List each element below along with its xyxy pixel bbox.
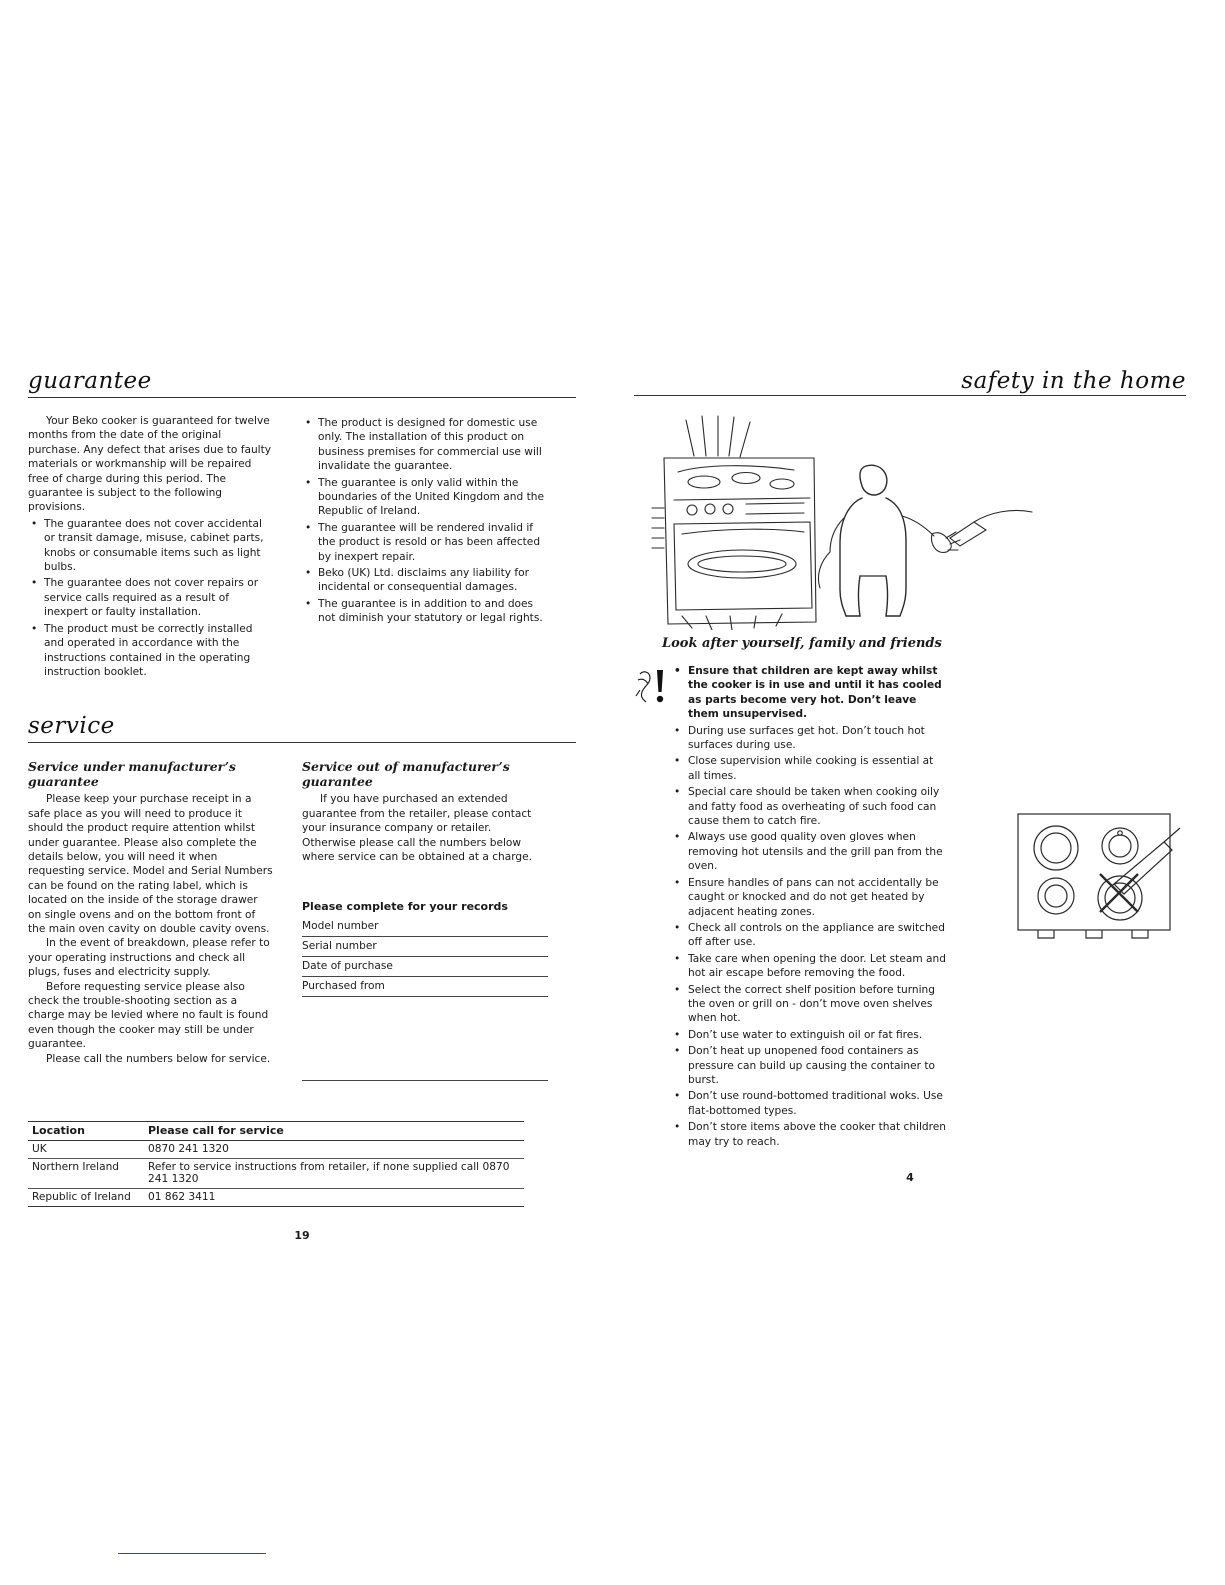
service-heading-rule — [28, 742, 576, 743]
bottom-rule — [118, 1553, 266, 1554]
page-number-left: 19 — [294, 1229, 310, 1243]
service-under-paragraph-3: Before requesting service please also check the trouble-shooting section as a charge may be levied where no fault is found even though the cooker may still be under guarantee. — [28, 980, 269, 1051]
service-out-paragraph-1: If you have purchased an extended guarantee from the retailer, please contact your insurance company or retailer. Otherwise please call the numbers below where service can be obtained at a charge. — [302, 793, 533, 863]
table-cell-location: Republic of Ireland — [28, 1189, 144, 1207]
warning-exclamation-icon — [634, 666, 668, 706]
guarantee-heading-rule — [28, 397, 576, 398]
record-field-purchased-from[interactable]: Purchased from — [302, 977, 548, 997]
list-item: • During use surfaces get hot. Don’t touch hot surfaces during use. — [674, 724, 949, 753]
list-item: • Don’t use round-bottomed traditional woks. Use flat-bottomed types. — [674, 1089, 949, 1118]
guarantee-bullets-left — [28, 517, 274, 679]
illustration-caption: Look after yourself, family and friends — [662, 636, 942, 651]
table-cell-location: UK — [28, 1141, 144, 1159]
hob-with-pan-handle-illustration — [1014, 808, 1186, 946]
list-item: • Close supervision while cooking is essential at all times. — [674, 754, 949, 783]
safety-bullets — [634, 664, 949, 1149]
service-contact-table — [28, 1121, 524, 1207]
list-item: • Don’t use water to extinguish oil or fat fires. — [674, 1028, 949, 1042]
service-out-of-guarantee-heading: Service out of manufacturer’s guarantee — [302, 759, 510, 790]
record-field-serial-number[interactable]: Serial number — [302, 937, 548, 957]
table-cell-number: Refer to service instructions from retailer, if none supplied call 0870 241 1320 — [144, 1159, 524, 1189]
list-item: • The guarantee does not cover accidental or transit damage, misuse, cabinet parts, knobs or consumable items such as light bulbs. — [28, 517, 274, 575]
record-field-date-of-purchase[interactable]: Date of purchase — [302, 957, 548, 977]
service-under-paragraph-2: In the event of breakdown, please refer to your operating instructions and check all plugs, fuses and electricity supply. — [28, 937, 270, 979]
guarantee-column-2 — [302, 414, 548, 679]
service-column-2 — [302, 759, 548, 1081]
service-heading: service — [28, 713, 115, 740]
record-field-blank[interactable] — [302, 1059, 548, 1081]
service-column-1 — [28, 759, 274, 1081]
table-cell-number: 01 862 3411 — [144, 1189, 524, 1207]
service-heading-block — [28, 713, 576, 743]
list-item: • The guarantee does not cover repairs or service calls required as a result of inexpert or faulty installation. — [28, 576, 274, 619]
list-item: • The guarantee is in addition to and does not diminish your statutory or legal rights. — [302, 597, 548, 626]
service-columns — [28, 759, 576, 1081]
list-item: • Ensure handles of pans can not accidentally be caught or knocked and do not get heated by adjacent heating zones. — [674, 876, 949, 919]
guarantee-heading: guarantee — [28, 368, 152, 394]
guarantee-intro: Your Beko cooker is guaranteed for twelve months from the date of the original purchase. Any defect that arises due to faulty materials or workmanship will be repaired free of charge during this period. The guarantee is subject to the following provisions. — [28, 415, 272, 514]
right-page — [634, 368, 1186, 1184]
list-item: • Always use good quality oven gloves when removing hot utensils and the grill pan from the oven. — [674, 830, 949, 873]
service-under-guarantee-heading: Service under manufacturer’s guarantee — [28, 759, 236, 790]
list-item: • Ensure that children are kept away whilst the cooker is in use and until it has cooled as parts become very hot. Don’t leave them unsupervised. — [674, 664, 949, 722]
records-heading: Please complete for your records — [302, 900, 508, 914]
list-item: • Select the correct shelf position before turning the oven or grill on - don’t move oven shelves when hot. — [674, 983, 949, 1026]
list-item: • The product is designed for domestic use only. The installation of this product on business premises for commercial use will invalidate the guarantee. — [302, 416, 548, 474]
table-row — [28, 1189, 524, 1207]
page-number-right: 4 — [906, 1171, 914, 1184]
list-item: • Don’t store items above the cooker that children may try to reach. — [674, 1120, 949, 1149]
list-item: • Beko (UK) Ltd. disclaims any liability for incidental or consequential damages. — [302, 566, 548, 595]
list-item: • Don’t heat up unopened food containers as pressure can build up causing the container to burst. — [674, 1044, 949, 1087]
list-item: • Check all controls on the appliance are switched off after use. — [674, 921, 949, 950]
left-page — [28, 368, 576, 1242]
list-item: • The guarantee is only valid within the boundaries of the United Kingdom and the Republic of Ireland. — [302, 476, 548, 519]
service-under-paragraph-1: Please keep your purchase receipt in a safe place as you will need to produce it should the product require attention whilst under guarantee. Please also complete the details below, you will need it when requesting service. Model and Serial Numbers can be found on the rating label, which is located on the inside of the storage drawer on single ovens and on the bottom front of the main oven cavity on double cavity ovens. — [28, 793, 273, 935]
list-item: • Take care when opening the door. Let steam and hot air escape before removing the food. — [674, 952, 949, 981]
safety-bullet-section — [634, 664, 1186, 1149]
cooker-and-person-illustration — [634, 412, 1186, 630]
list-item: • The product must be correctly installed and operated in accordance with the instructions contained in the operating instruction booklet. — [28, 622, 274, 680]
guarantee-bullets-right — [302, 416, 548, 626]
guarantee-columns — [28, 414, 576, 679]
table-header-row — [28, 1122, 524, 1141]
list-item: • The guarantee will be rendered invalid if the product is resold or has been affected by inexpert repair. — [302, 521, 548, 564]
safety-heading-row — [634, 368, 1186, 394]
table-header-location: Location — [28, 1122, 144, 1141]
safety-heading: safety in the home — [961, 368, 1186, 394]
service-under-paragraph-4: Please call the numbers below for service. — [46, 1052, 271, 1065]
table-cell-location: Northern Ireland — [28, 1159, 144, 1189]
table-row — [28, 1159, 524, 1189]
list-item: • Special care should be taken when cooking oily and fatty food as overheating of such food can cause them to catch fire. — [674, 785, 949, 828]
table-cell-number: 0870 241 1320 — [144, 1141, 524, 1159]
record-field-model-number[interactable]: Model number — [302, 917, 548, 937]
table-header-call: Please call for service — [144, 1122, 524, 1141]
table-row — [28, 1141, 524, 1159]
guarantee-column-1 — [28, 414, 274, 679]
